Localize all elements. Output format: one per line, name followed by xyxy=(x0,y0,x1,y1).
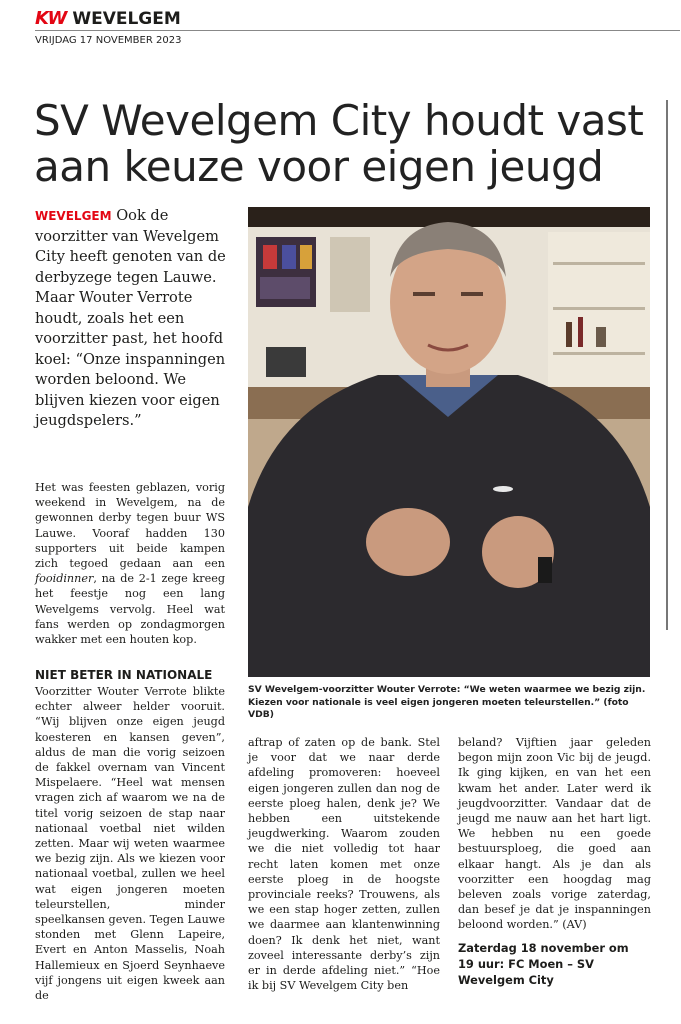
masthead xyxy=(35,8,181,29)
edition-name: WEVELGEM xyxy=(72,9,181,29)
article-intro xyxy=(35,206,235,432)
column-rule xyxy=(666,100,668,630)
kw-logo: KW xyxy=(35,8,67,29)
portrait-photo xyxy=(248,207,650,677)
section-subhead: NIET BETER IN NATIONALE xyxy=(35,668,213,682)
body-column-3: beland? Vijftien jaar geleden begon mijn zoon Vic bij de jeugd. Ik ging kijken, en van het een kwam het ander. Later werd ik jeugdvoorzitter. Vandaar dat de jeugd me nauw aan het hart ligt. We hebben nu een goede bestuursploeg, die goed aan elkaar hangt. Als je dan als voorzitter een hoogdag mag beleven zoals vorige zaterdag, dan besef je dat je inspanningen beloond worden.” (AV) xyxy=(458,736,651,932)
lead-text-2: , na de 2-1 zege kreeg het feestje nog een lang Wevelgems vervolg. Heel wat fans werden op zondagmorgen wakker met een houten kop. xyxy=(35,572,225,647)
article-headline: SV Wevelgem City houdt vast aan keuze voor eigen jeugd xyxy=(34,96,644,191)
body-column-1: Voorzitter Wouter Verrote blikte echter alweer helder vooruit. “Wij blijven onze eigen jeugd koesteren en kansen geven”, aldus de man die vorig seizoen de fakkel overnam van Vincent Mispelaere. “Heel wat mensen vragen zich af waarom we na de titel vorig seizoen de stap naar nationaal voetbal niet wilden zetten. Maar wij weten waarmee we bezig zijn. Als we kiezen voor nationaal voetbal, zullen we heel wat eigen jongeren moeten teleurstellen, minder speelkansen geven. Tegen Lauwe stonden met Glenn Lapeire, Evert en Anton Masselis, Noah Hallemieux en Sjoerd Seynhaeve vijf jongens uit eigen kweek aan de xyxy=(35,685,225,1003)
masthead-divider xyxy=(35,30,680,31)
lead-text-1: Het was feesten geblazen, vorig weekend in Wevelgem, na de gewonnen derby tegen buur WS Lauwe. Vooraf hadden 130 supporters uit beide kampen zich tegoed gedaan aan een xyxy=(35,481,225,571)
article-photo xyxy=(248,207,650,677)
match-info: Zaterdag 18 november om 19 uur: FC Moen – SV Wevelgem City xyxy=(458,941,629,987)
intro-text: Ook de voorzitter van Wevelgem City heeft genoten van de derbyzege tegen Lauwe. Maar Wouter Verrote houdt, zoals het een voorzitter past, het hoofd koel: “Onze inspanningen worden beloond. We blijven kiezen voor eigen jeugdspelers.” xyxy=(35,207,226,429)
intro-place: WEVELGEM xyxy=(35,209,112,223)
photo-caption: SV Wevelgem-voorzitter Wouter Verrote: “We weten waarmee we bezig zijn. Kiezen voor nationale is veel eigen jongeren moeten teleurstellen.” (foto VDB) xyxy=(248,684,646,720)
body-column-2: aftrap of zaten op de bank. Stel je voor dat we naar derde afdeling promoveren: hoeveel eigen jongeren zullen dan nog de eerste ploeg halen, denk je? We hebben een uitstekende jeugdwerking. Waarom zouden we die niet volledig tot haar recht laten komen met onze eerste ploeg in de hoogste provinciale reeks? Trouwens, als we een stap hoger zetten, zullen we daarmee aan klantenwinning doen? Ik denk het niet, want zoveel interessante derby’s zijn er in derde afdeling niet.” “Hoe ik bij SV Wevelgem City ben xyxy=(248,736,440,993)
lead-paragraph xyxy=(35,480,225,647)
publication-date: VRIJDAG 17 NOVEMBER 2023 xyxy=(35,35,182,46)
lead-italic: fooidinner xyxy=(35,572,94,586)
